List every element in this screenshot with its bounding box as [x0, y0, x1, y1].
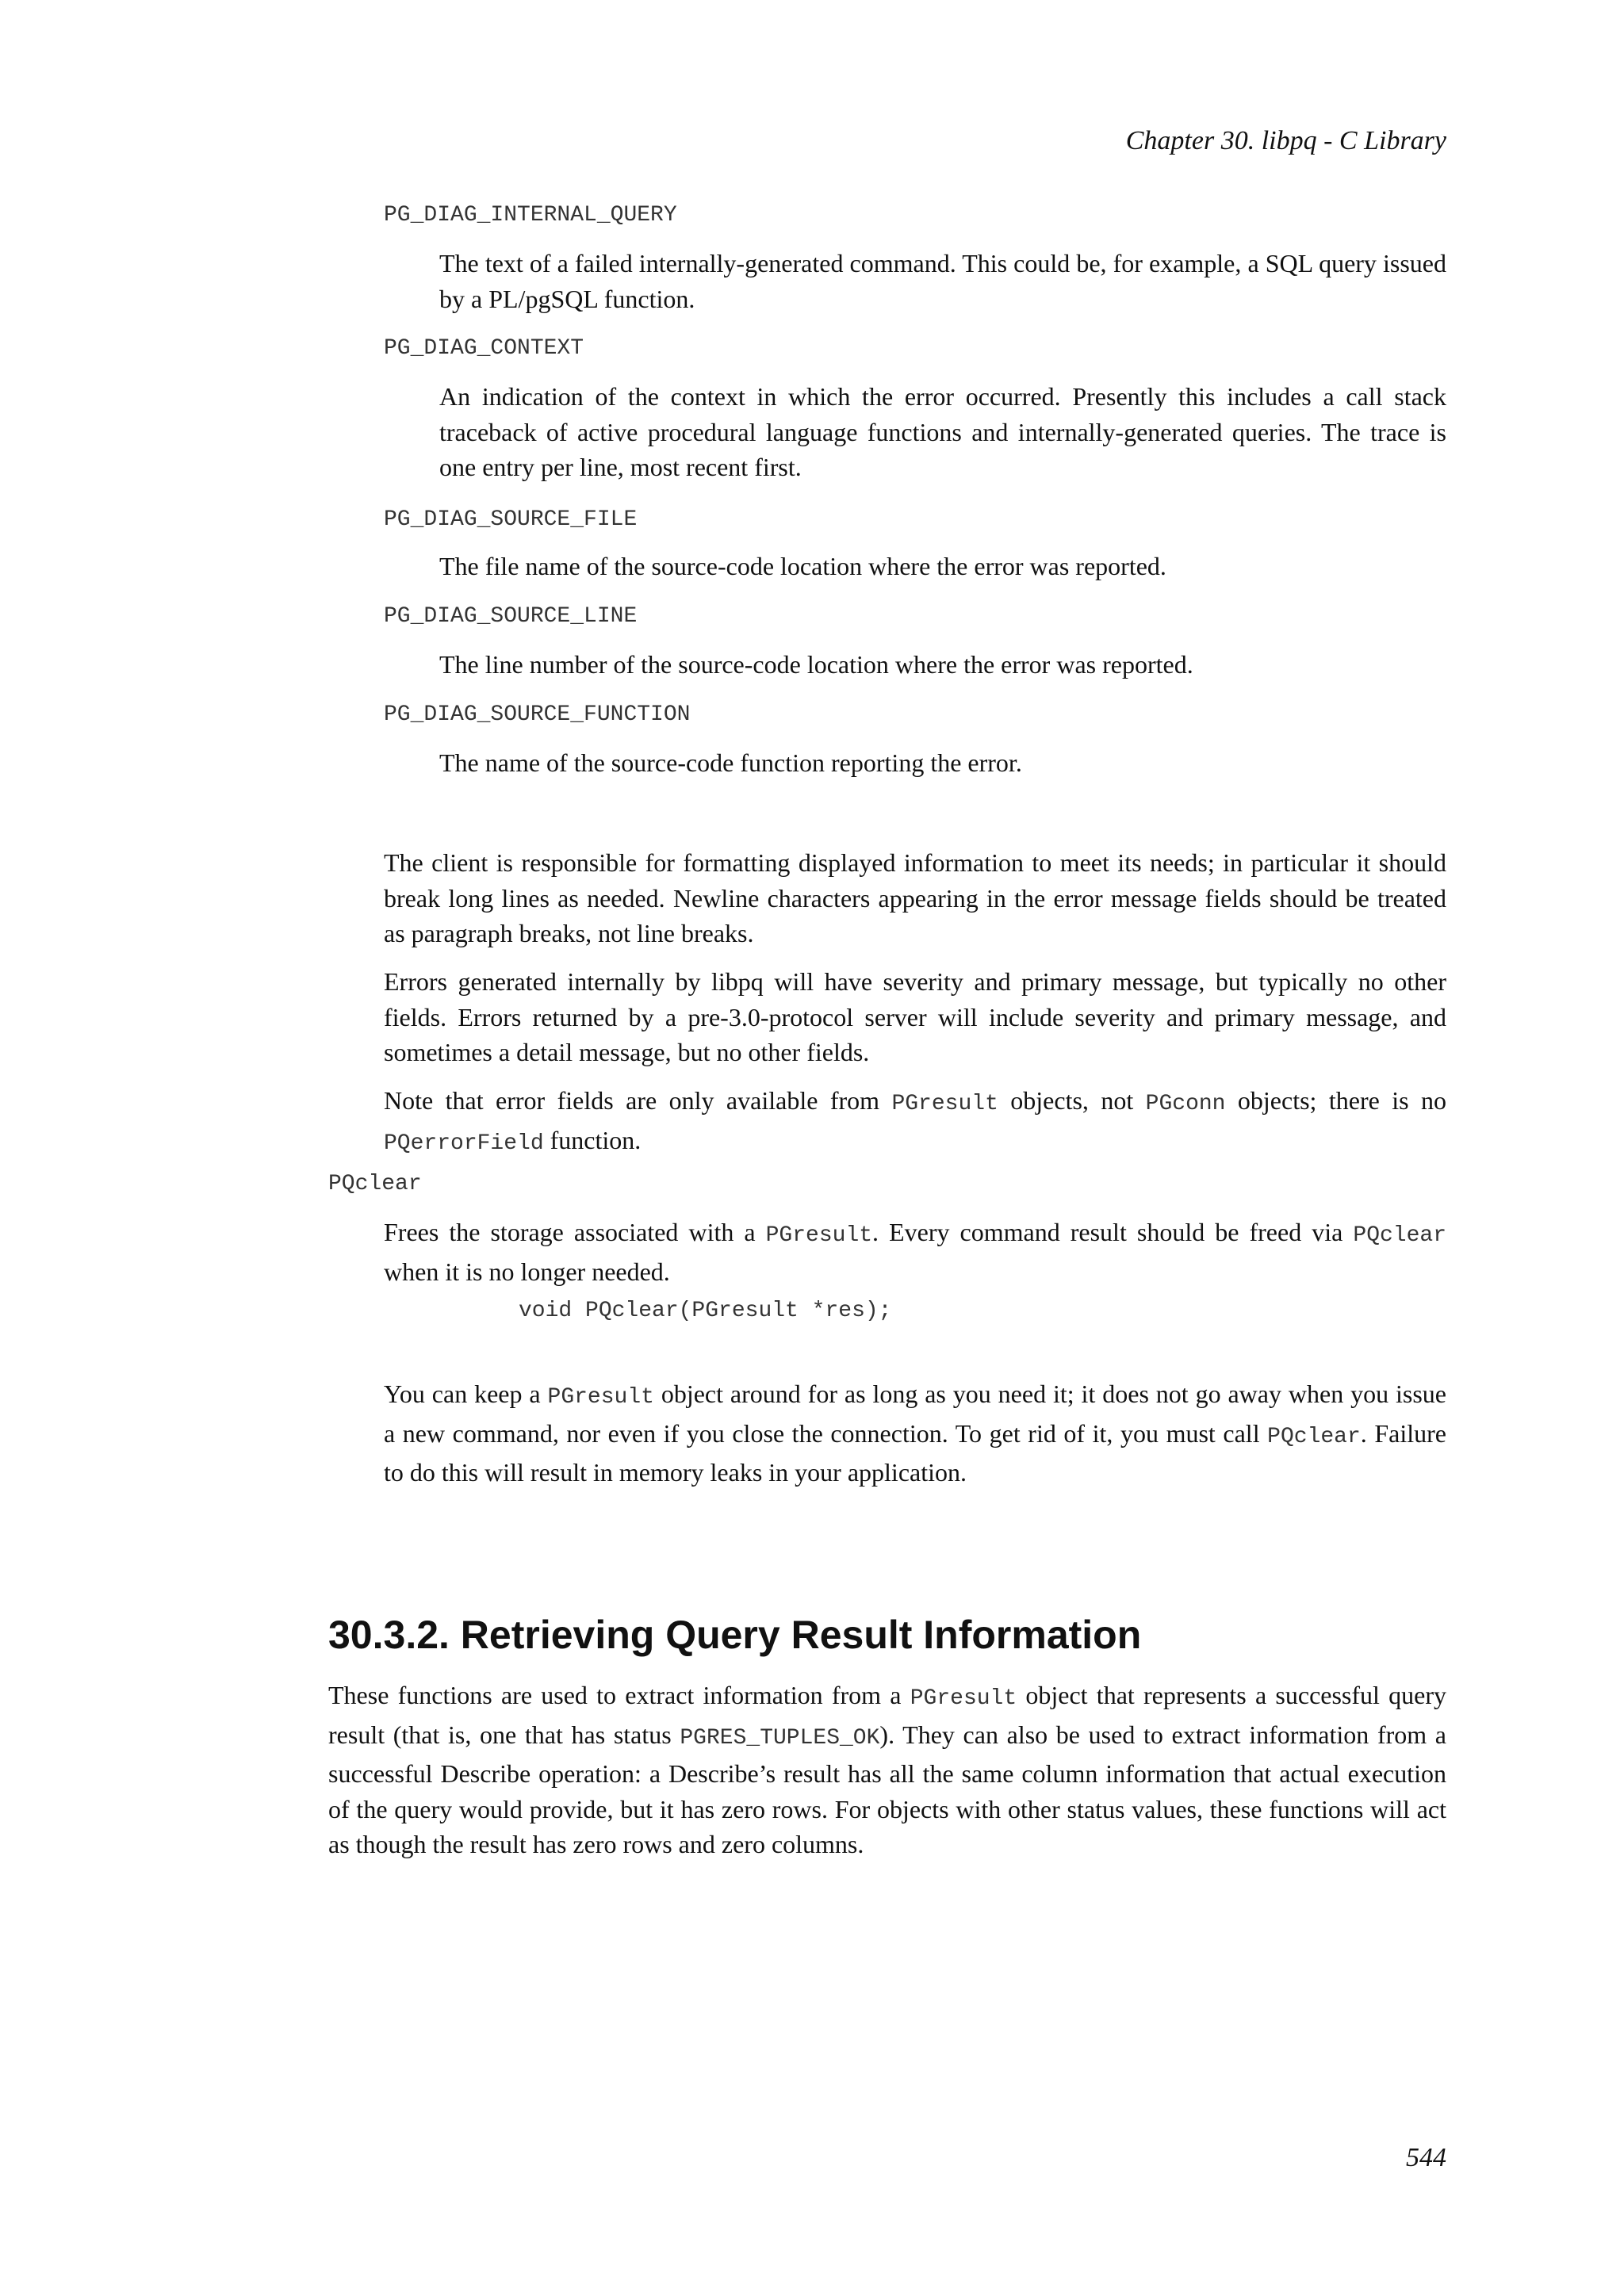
paragraph-error-fields-note: Note that error fields are only available from PGresult objects, not PGconn objects; there is no PQerrorField function. — [384, 1086, 1447, 1156]
field-desc-source-file: The file name of the source-code location where the error was reported. — [439, 552, 1166, 580]
inline-code-pqclear: PQclear — [1267, 1424, 1361, 1449]
paragraph-formatting: The client is responsible for formatting displayed information to meet its needs; in particular it should break long lines as needed. Newline characters appearing in the error message fields should be treated as paragraph breaks, not line breaks. — [384, 848, 1446, 947]
pqclear-description: Frees the storage associated with a PGresult. Every command result should be freed via PQclear when it is no longer needed. — [384, 1218, 1447, 1286]
field-desc-source-line: The line number of the source-code location where the error was reported. — [439, 650, 1193, 679]
pqclear-note: You can keep a PGresult object around for as long as you need it; it does not go away when you issue a new command, nor even if you close the connection. To get rid of it, you must call PQclear. Failure to do this will result in memory leaks in your application. — [384, 1380, 1447, 1487]
inline-code-pgresult: PGresult — [910, 1686, 1017, 1711]
inline-code-pgresult: PGresult — [547, 1385, 654, 1410]
function-term-pqclear: PQclear — [328, 1172, 422, 1196]
section-heading: 30.3.2. Retrieving Query Result Information — [328, 1613, 1142, 1657]
page-number: 544 — [1406, 2143, 1446, 2172]
inline-code-pgresult: PGresult — [891, 1092, 998, 1116]
field-term-source-line: PG_DIAG_SOURCE_LINE — [384, 604, 638, 629]
field-desc-context: An indication of the context in which the error occurred. Presently this includes a call stack traceback of active procedural language functions and internally-generated queries. The trace is one entry per line, most recent first. — [439, 382, 1446, 481]
field-desc-source-function: The name of the source-code function reporting the error. — [439, 748, 1022, 777]
inline-code-pgconn: PGconn — [1145, 1092, 1226, 1116]
section-intro-paragraph: These functions are used to extract information from a PGresult object that represents a successful query result (that is, one that has status PGRES_TUPLES_OK). They can also be used to extract information from a successful Describe operation: a Describe’s result has all the same column information that actual execution of the query would provide, but it has zero rows. For objects with other status values, these functions will act as though the result has zero rows and zero columns. — [328, 1681, 1447, 1858]
inline-code-pgresult: PGresult — [765, 1223, 873, 1248]
field-term-source-file: PG_DIAG_SOURCE_FILE — [384, 507, 638, 532]
field-term-context: PG_DIAG_CONTEXT — [384, 336, 584, 361]
running-header: Chapter 30. libpq - C Library — [1125, 126, 1446, 155]
inline-code-pqclear: PQclear — [1353, 1223, 1447, 1248]
code-sample-pqclear: void PQclear(PGresult *res); — [519, 1299, 892, 1323]
paragraph-internal-errors: Errors generated internally by libpq will have severity and primary message, but typically no other fields. Errors returned by a pre-3.0-protocol server will include severity and primary message, and sometimes a detail message, but no other fields. — [384, 967, 1446, 1066]
field-term-source-function: PG_DIAG_SOURCE_FUNCTION — [384, 702, 691, 727]
field-desc-internal-query: The text of a failed internally-generated command. This could be, for example, a SQL query issued by a PL/pgSQL function. — [439, 249, 1446, 313]
inline-code-pgres-tuples-ok: PGRES_TUPLES_OK — [680, 1725, 880, 1751]
field-term-internal-query: PG_DIAG_INTERNAL_QUERY — [384, 203, 677, 228]
inline-code-pqerrorfield: PQerrorField — [384, 1131, 544, 1156]
